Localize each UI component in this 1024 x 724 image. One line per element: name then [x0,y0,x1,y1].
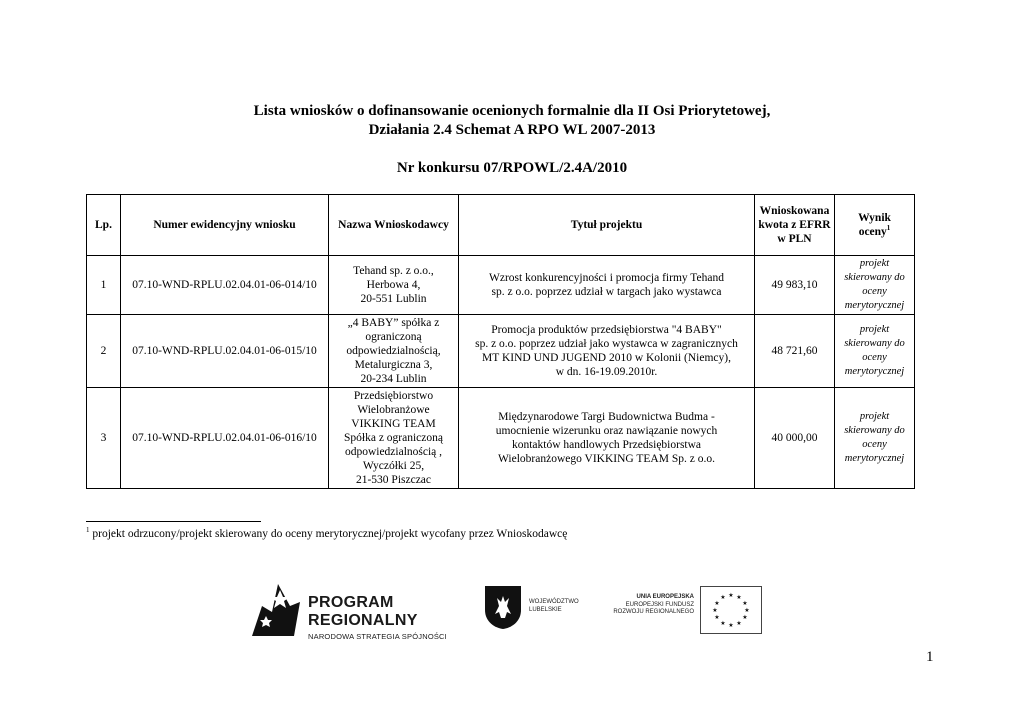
applicant-line: ograniczoną [365,331,422,343]
deer-shield-icon [483,584,523,630]
title-line: sp. z o.o. poprzez udział jako wystawca w zagranicznych [475,338,738,350]
cell-number: 07.10-WND-RPLU.02.04.01-06-016/10 [121,388,329,489]
svg-text:★: ★ [714,614,720,621]
svg-text:★: ★ [742,600,748,607]
header-result-line1: Wynik [858,212,891,224]
title-line: Wzrost konkurencyjności i promocja firmy Tehand [489,272,724,284]
title-line: MT KIND UND JUGEND 2010 w Kolonii (Niemcy), [482,352,731,364]
result-line: skierowany do [844,272,905,283]
result-line: projekt [859,258,890,269]
applicant-line: odpowiedzialnością, [346,345,441,357]
program-regionalny-logo [250,576,465,644]
svg-text:★: ★ [736,594,742,601]
header-amount-line1: Wnioskowana [759,205,830,217]
result-line: projekt [859,324,890,335]
svg-text:★: ★ [714,600,720,607]
footnote-ref: 1 [886,224,891,233]
eu-label [604,594,694,617]
applicant-line: 20-234 Lublin [360,373,427,385]
svg-text:★: ★ [720,594,726,601]
document-title-line1: Lista wniosków o dofinansowanie ocenionych formalnie dla II Osi Priorytetowej, [253,103,771,119]
applicant-line: Metalurgiczna 3, [354,359,433,371]
title-line: sp. z o.o. poprzez udział w targach jako wystawca [491,286,722,298]
applicant-line: 21-530 Piszczac [355,474,432,486]
cell-number: 07.10-WND-RPLU.02.04.01-06-014/10 [121,256,329,315]
result-line: projekt [859,411,890,422]
svg-text:★: ★ [728,622,734,629]
cell-lp: 1 [87,256,121,315]
result-line: oceny [862,352,887,363]
header-result [835,195,915,256]
lubelskie-logo [483,584,593,634]
cell-amount: 48 721,60 [755,315,835,388]
table-row [87,256,915,315]
cell-lp: 2 [87,315,121,388]
title-line: Międzynarodowe Targi Budownictwa Budma - [498,411,715,423]
applicant-line: odpowiedzialnością , [344,446,443,458]
header-applicant: Nazwa Wnioskodawcy [329,195,459,256]
svg-text:★: ★ [728,592,734,599]
cell-title [459,315,755,388]
footnote-divider [86,521,261,522]
header-title: Tytuł projektu [459,195,755,256]
cell-number: 07.10-WND-RPLU.02.04.01-06-015/10 [121,315,329,388]
cell-applicant [329,256,459,315]
eu-line1: UNIA EUROPEJSKA [636,594,694,600]
cell-lp: 3 [87,388,121,489]
applicant-line: Tehand sp. z o.o., [353,265,434,277]
result-line: skierowany do [844,425,905,436]
cell-result [835,256,915,315]
eu-line2: EUROPEJSKI FUNDUSZ [625,601,694,608]
header-result-line2: oceny [858,226,887,238]
cell-applicant [329,315,459,388]
result-line: skierowany do [844,338,905,349]
applicant-line: Wielobranżowe [357,404,430,416]
applicant-line: Wyczółki 25, [362,460,425,472]
competition-number: Nr konkursu 07/RPOWL/2.4A/2010 [396,160,628,176]
program-line1: PROGRAM [308,594,394,611]
program-emblem-icon [250,576,302,642]
svg-text:★: ★ [712,607,718,614]
result-line: merytorycznej [844,366,905,377]
title-line: umocnienie wizerunku oraz nawiązanie nowych [495,425,718,437]
table-row [87,388,915,489]
applicant-line: VIKKING TEAM [351,418,436,430]
svg-text:★: ★ [744,607,750,614]
applicant-line: „4 BABY” spółka z [347,317,440,329]
title-line: Wielobranżowego VIKKING TEAM Sp. z o.o. [498,453,715,465]
table-row [87,315,915,388]
applicant-line: 20-551 Lublin [360,293,427,305]
document-title-line2: Działania 2.4 Schemat A RPO WL 2007-2013 [368,122,656,138]
voivodeship-line2: LUBELSKIE [529,607,562,613]
cell-amount: 40 000,00 [755,388,835,489]
title-line: w dn. 16-19.09.2010r. [555,366,658,378]
table-header-row [87,195,915,256]
applicant-line: Spółka z ograniczoną [344,432,443,444]
cell-applicant [329,388,459,489]
footnote-mark: 1 [86,526,90,535]
cell-result [835,388,915,489]
program-line3: NARODOWA STRATEGIA SPÓJNOŚCI [308,632,447,641]
svg-text:★: ★ [736,620,742,627]
cell-title [459,256,755,315]
cell-title [459,388,755,489]
voivodeship-label [529,598,579,614]
header-amount [755,195,835,256]
footnote [86,528,567,540]
svg-text:★: ★ [720,620,726,627]
title-line: kontaktów handlowych Przedsiębiorstwa [511,439,702,451]
eu-flag-icon [700,586,762,634]
voivodeship-line1: WOJEWÓDZTWO [529,599,579,605]
eu-logo [604,584,764,634]
header-lp: Lp. [87,195,121,256]
footnote-text: projekt odrzucony/projekt skierowany do oceny merytorycznej/projekt wycofany przez Wnioskodawcę [92,528,568,540]
title-line: Promocja produktów przedsiębiorstwa "4 BABY" [491,324,722,336]
header-amount-line3: w PLN [777,233,812,245]
header-amount-line2: kwota z EFRR [758,219,831,231]
logos-bar [0,570,1024,650]
header-number: Numer ewidencyjny wniosku [121,195,329,256]
applicant-line: Herbowa 4, [366,279,421,291]
cell-result [835,315,915,388]
program-line2: REGIONALNY [308,612,418,629]
applications-table [86,194,915,489]
eu-line3: ROZWOJU REGIONALNEGO [613,609,694,615]
svg-text:★: ★ [742,614,748,621]
applicant-line: Przedsiębiorstwo [353,390,434,402]
result-line: oceny [862,286,887,297]
result-line: merytorycznej [844,453,905,464]
page-number: 1 [926,649,934,665]
result-line: merytorycznej [844,300,905,311]
result-line: oceny [862,439,887,450]
cell-amount: 49 983,10 [755,256,835,315]
